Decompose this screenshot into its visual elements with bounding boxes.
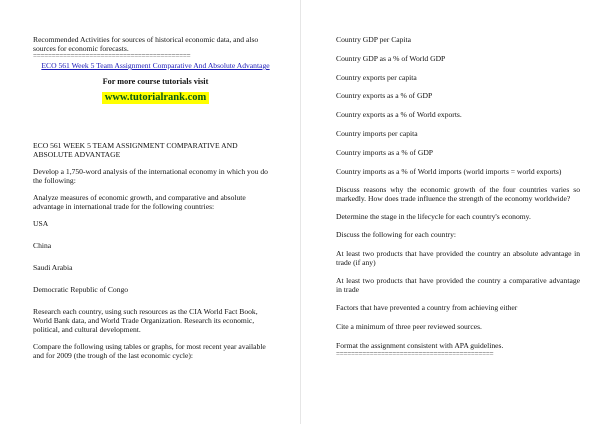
paragraph-compare: Compare the following using tables or graphs, for most recent year available and for 2009 (the trough of the last economic cycle): <box>33 342 266 360</box>
item-exports-per-capita: Country exports per capita <box>336 72 417 82</box>
item-absolute-advantage: At least two products that have provided the country an absolute advantage in trade (if any) <box>336 249 580 268</box>
item-gdp-world: Country GDP as a % of World GDP <box>336 53 446 63</box>
item-apa-format: Format the assignment consistent with APA guidelines. <box>336 340 504 350</box>
site-link[interactable]: www.tutorialrank.com <box>102 92 210 104</box>
item-imports-per-capita: Country imports per capita <box>336 128 418 138</box>
item-comparative-advantage: At least two products that have provided the country a comparative advantage in trade <box>336 276 580 295</box>
item-exports-gdp: Country exports as a % of GDP <box>336 91 433 101</box>
item-imports-gdp: Country imports as a % of GDP <box>336 147 434 157</box>
item-discuss-following: Discuss the following for each country: <box>336 230 456 240</box>
right-page <box>300 0 600 424</box>
paragraph-analyze: Analyze measures of economic growth, and comparative and absolute advantage in international trade for the following countries: <box>33 193 246 211</box>
title-link[interactable]: ECO 561 Week 5 Team Assignment Comparative And Absolute Advantage <box>41 61 270 70</box>
country-drc: Democratic Republic of Congo <box>33 285 129 294</box>
visit-text: For more course tutorials visit <box>102 77 209 86</box>
item-exports-world: Country exports as a % of World exports. <box>336 110 462 120</box>
end-divider-rule: ========================================== <box>336 350 494 358</box>
item-gdp-per-capita: Country GDP per Capita <box>336 35 412 44</box>
item-imports-world: Country imports as a % of World imports (world imports = world exports) <box>336 166 562 176</box>
country-usa: USA <box>33 219 49 228</box>
item-factors: Factors that have prevented a country from achieving either <box>336 303 518 313</box>
item-discuss-reasons: Discuss reasons why the economic growth of the four countries varies so markedly. How does trade influence the strength of the economy worldwide? <box>336 184 580 203</box>
assignment-heading: ECO 561 WEEK 5 TEAM ASSIGNMENT COMPARATIVE AND ABSOLUTE ADVANTAGE <box>33 141 238 159</box>
paragraph-develop: Develop a 1,750-word analysis of the international economy in which you do the following: <box>33 167 268 185</box>
country-saudi-arabia: Saudi Arabia <box>33 263 73 272</box>
intro-text: Recommended Activities for sources of historical economic data, and also sources for economic forecasts. <box>33 35 259 53</box>
divider-rule: ========================================== <box>33 53 191 60</box>
paragraph-research: Research each country, using such resources as the CIA World Fact Book, World Bank data, and World Trade Organization. Research its economic, political, and cultural development. <box>33 307 258 334</box>
item-cite-sources: Cite a minimum of three peer reviewed sources. <box>336 321 482 331</box>
item-lifecycle: Determine the stage in the lifecycle for each country's economy. <box>336 211 531 221</box>
country-china: China <box>33 241 52 250</box>
